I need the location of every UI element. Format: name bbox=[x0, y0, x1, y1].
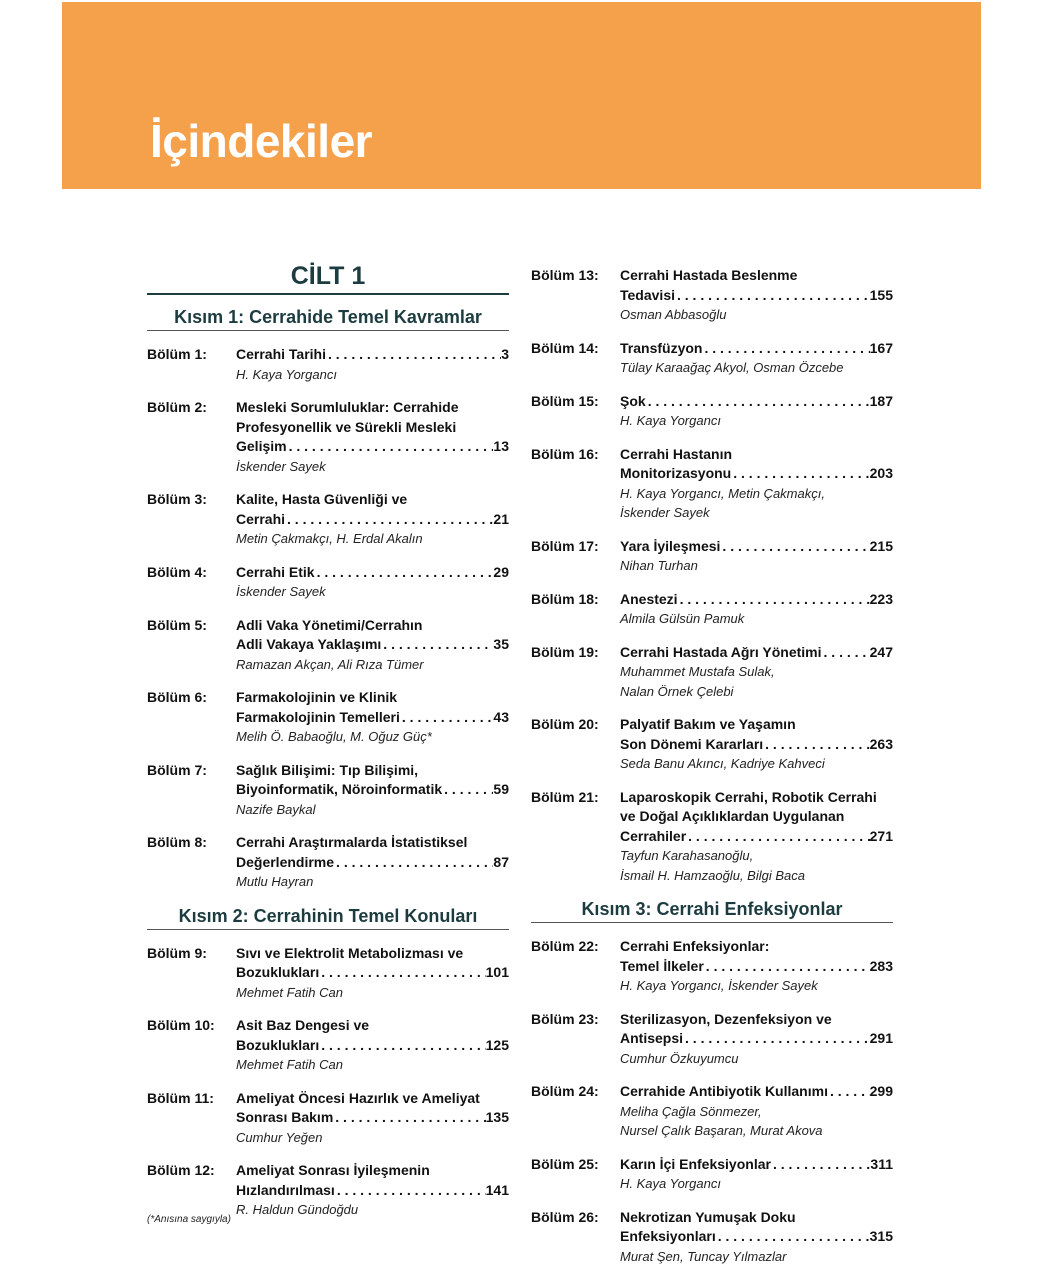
chapter-number: Bölüm 20: bbox=[531, 716, 599, 732]
page-title: İçindekiler bbox=[150, 115, 373, 167]
chapter-number: Bölüm 15: bbox=[531, 392, 599, 409]
chapter-title-row bbox=[620, 1227, 893, 1247]
chapter-authors: İsmail H. Hamzaoğlu, Bilgi Baca bbox=[620, 867, 805, 883]
toc-entry bbox=[531, 339, 893, 378]
chapter-details bbox=[620, 445, 893, 523]
dot-leader bbox=[731, 464, 869, 484]
chapter-authors: Tülay Karaağaç Akyol, Osman Özcebe bbox=[620, 360, 844, 375]
dot-leader bbox=[646, 392, 870, 412]
chapter-title-line: Adli Vaka Yönetimi/Cerrahın bbox=[236, 616, 423, 633]
chapter-details bbox=[236, 490, 509, 549]
page-number: 263 bbox=[869, 735, 893, 752]
chapter-number: Bölüm 8: bbox=[147, 834, 207, 850]
part-title: Kısım 1: Cerrahide Temel Kavramlar bbox=[147, 307, 509, 331]
toc-entry bbox=[531, 715, 893, 774]
dot-leader bbox=[287, 437, 494, 457]
dot-leader bbox=[381, 635, 493, 655]
chapter-title-row bbox=[236, 1036, 509, 1056]
chapter-details bbox=[236, 616, 509, 675]
chapter-title-row bbox=[620, 537, 893, 557]
chapter-title-line: Cerrahi Tarihi bbox=[236, 346, 326, 362]
chapter-title-row bbox=[236, 708, 509, 728]
chapter-details bbox=[236, 761, 509, 820]
page-number: 87 bbox=[493, 853, 509, 870]
chapter-details bbox=[620, 537, 893, 576]
dot-leader bbox=[319, 963, 485, 983]
chapter-authors: Nalan Örnek Çelebi bbox=[620, 683, 734, 699]
page-number: 271 bbox=[869, 827, 893, 844]
chapter-authors: İskender Sayek bbox=[620, 505, 710, 520]
dot-leader bbox=[686, 827, 869, 847]
toc-entry bbox=[531, 643, 893, 702]
dot-leader bbox=[285, 510, 493, 530]
chapter-number: Bölüm 13: bbox=[531, 267, 599, 283]
page-number: 3 bbox=[501, 346, 509, 362]
toc-entry bbox=[147, 761, 509, 820]
toc-entry bbox=[531, 788, 893, 886]
chapter-title-line: Cerrahi Hastada Beslenme bbox=[620, 267, 798, 283]
chapter-title-line: Bozuklukları bbox=[236, 964, 320, 980]
page-number: 283 bbox=[869, 957, 893, 974]
chapter-authors: H. Kaya Yorgancı, Metin Çakmakçı, bbox=[620, 485, 825, 501]
chapter-title-line: Enfeksiyonları bbox=[620, 1228, 716, 1244]
chapter-title-row bbox=[236, 510, 509, 530]
page-number: 21 bbox=[493, 510, 509, 527]
chapter-number: Bölüm 21: bbox=[531, 788, 599, 805]
chapter-title-line: Kalite, Hasta Güvenliği ve bbox=[236, 491, 408, 507]
chapter-title-line: Transfüzyon bbox=[620, 339, 703, 356]
page-number: 141 bbox=[485, 1181, 509, 1198]
chapter-title-line: Hızlandırılması bbox=[236, 1181, 335, 1198]
chapter-title-row bbox=[236, 1181, 509, 1201]
chapter-title-line: Mesleki Sorumluluklar: Cerrahide bbox=[236, 399, 459, 415]
chapter-number: Bölüm 17: bbox=[531, 537, 599, 554]
page-number: 291 bbox=[869, 1030, 893, 1046]
dot-leader bbox=[326, 345, 501, 365]
page-number: 215 bbox=[869, 537, 893, 554]
chapter-authors: Mehmet Fatih Can bbox=[236, 984, 343, 1000]
chapter-title-line: Gelişim bbox=[236, 438, 287, 454]
page-number: 101 bbox=[485, 964, 509, 980]
chapter-title-row bbox=[620, 464, 893, 484]
chapter-details bbox=[236, 563, 509, 602]
chapter-authors: Metin Çakmakçı, H. Erdal Akalın bbox=[236, 531, 423, 546]
chapter-title-row bbox=[620, 392, 893, 412]
toc-entry bbox=[147, 345, 509, 384]
chapter-title-line: Cerrahi Enfeksiyonlar: bbox=[620, 938, 770, 954]
toc-entry bbox=[147, 833, 509, 892]
chapter-details bbox=[620, 1082, 893, 1141]
chapter-title-line: Cerrahi bbox=[236, 510, 286, 527]
chapter-title-row bbox=[620, 1155, 893, 1175]
chapter-title-line: Karın İçi Enfeksiyonlar bbox=[620, 1155, 771, 1172]
chapter-title-line: Sıvı ve Elektrolit Metabolizması ve bbox=[236, 944, 464, 961]
dot-leader bbox=[704, 957, 870, 977]
chapter-authors: Seda Banu Akıncı, Kadriye Kahveci bbox=[620, 756, 825, 771]
chapter-authors: Nihan Turhan bbox=[620, 558, 698, 573]
chapter-title-line: Asit Baz Dengesi ve bbox=[236, 1017, 370, 1033]
page-number: 35 bbox=[493, 636, 509, 652]
volume-title: CİLT 1 bbox=[147, 262, 509, 295]
chapter-title-line: Profesyonellik ve Sürekli Mesleki bbox=[236, 418, 457, 435]
footnote: (*Anısına saygıyla) bbox=[147, 1214, 231, 1225]
chapter-details bbox=[620, 590, 893, 629]
chapter-title-row bbox=[620, 957, 893, 977]
chapter-title-row bbox=[620, 827, 893, 847]
chapter-authors: Almila Gülsün Pamuk bbox=[620, 611, 745, 626]
chapter-number: Bölüm 22: bbox=[531, 938, 599, 954]
chapter-authors: Meliha Çağla Sönmezer, bbox=[620, 1103, 762, 1119]
chapter-title-row bbox=[620, 735, 893, 755]
chapter-details bbox=[620, 1155, 893, 1194]
dot-leader bbox=[683, 1029, 870, 1049]
page-number: 43 bbox=[493, 708, 509, 725]
toc-entry bbox=[531, 1155, 893, 1194]
chapter-title-line: Sonrası Bakım bbox=[236, 1109, 334, 1125]
chapter-authors: H. Kaya Yorgancı bbox=[236, 366, 337, 382]
chapter-title-line: Cerrahide Antibiyotik Kullanımı bbox=[620, 1083, 828, 1099]
chapter-title-line: Cerrahi Araştırmalarda İstatistiksel bbox=[236, 834, 468, 850]
chapter-title-row bbox=[236, 635, 509, 655]
dot-leader bbox=[702, 339, 869, 359]
toc-entry bbox=[147, 563, 509, 602]
chapter-group bbox=[531, 937, 893, 1266]
chapter-authors: İskender Sayek bbox=[236, 458, 326, 474]
toc-entry bbox=[531, 590, 893, 629]
page-number: 203 bbox=[869, 465, 893, 481]
chapter-title-line: Monitorizasyonu bbox=[620, 465, 732, 481]
chapter-title-line: Sterilizasyon, Dezenfeksiyon ve bbox=[620, 1010, 832, 1027]
chapter-number: Bölüm 24: bbox=[531, 1083, 599, 1099]
chapter-number: Bölüm 6: bbox=[147, 689, 207, 705]
chapter-authors: Mehmet Fatih Can bbox=[236, 1057, 343, 1072]
chapter-authors: Muhammet Mustafa Sulak, bbox=[620, 664, 775, 679]
chapter-title-line: ve Doğal Açıklıklardan Uygulanan bbox=[620, 808, 845, 824]
chapter-authors: Osman Abbasoğlu bbox=[620, 307, 727, 322]
toc-column-left bbox=[147, 262, 509, 1234]
chapter-title-line: Yara İyileşmesi bbox=[620, 537, 721, 554]
toc-entry bbox=[531, 1010, 893, 1069]
toc-entry bbox=[147, 398, 509, 476]
chapter-title-row bbox=[236, 853, 509, 873]
page-number: 247 bbox=[869, 643, 893, 660]
chapter-title-line: Değerlendirme bbox=[236, 853, 335, 870]
toc-entry bbox=[147, 1161, 509, 1220]
chapter-details bbox=[620, 266, 893, 325]
chapter-title-row bbox=[620, 1029, 893, 1049]
chapter-group bbox=[531, 266, 893, 885]
dot-leader bbox=[716, 1227, 870, 1247]
chapter-details bbox=[620, 715, 893, 774]
toc-entry bbox=[531, 266, 893, 325]
chapter-title-row bbox=[620, 590, 893, 610]
chapter-title-line: Cerrahi Hastanın bbox=[620, 445, 733, 462]
chapter-number: Bölüm 19: bbox=[531, 643, 599, 660]
chapter-title-row bbox=[236, 1108, 509, 1128]
toc-entry bbox=[147, 1089, 509, 1148]
chapter-number: Bölüm 3: bbox=[147, 491, 207, 507]
chapter-title-line: Anestezi bbox=[620, 590, 678, 607]
toc-entry bbox=[147, 616, 509, 675]
chapter-authors: H. Kaya Yorgancı, İskender Sayek bbox=[620, 978, 818, 993]
chapter-title-row bbox=[236, 345, 509, 365]
chapter-title-row bbox=[236, 780, 509, 800]
chapter-number: Bölüm 9: bbox=[147, 944, 207, 961]
chapter-title-line: Cerrahiler bbox=[620, 827, 687, 844]
page-number: 311 bbox=[870, 1155, 893, 1172]
page-number: 125 bbox=[485, 1036, 509, 1053]
chapter-number: Bölüm 7: bbox=[147, 761, 207, 778]
dot-leader bbox=[678, 590, 870, 610]
chapter-title-row bbox=[620, 339, 893, 359]
chapter-title-line: Son Dönemi Kararları bbox=[620, 735, 764, 752]
part-title: Kısım 3: Cerrahi Enfeksiyonlar bbox=[531, 899, 893, 923]
chapter-authors: Cumhur Yeğen bbox=[236, 1129, 323, 1145]
header-banner bbox=[62, 2, 981, 189]
toc-entry bbox=[531, 445, 893, 523]
chapter-details bbox=[236, 345, 509, 384]
page-number: 13 bbox=[493, 438, 509, 454]
chapter-title-line: Şok bbox=[620, 392, 646, 409]
part-title: Kısım 2: Cerrahinin Temel Konuları bbox=[147, 906, 509, 930]
chapter-title-line: Farmakolojinin Temelleri bbox=[236, 708, 400, 725]
chapter-authors: Melih Ö. Babaoğlu, M. Oğuz Güç* bbox=[236, 729, 432, 744]
chapter-number: Bölüm 23: bbox=[531, 1010, 599, 1027]
page-number: 299 bbox=[869, 1083, 893, 1099]
page-number: 59 bbox=[493, 781, 509, 797]
dot-leader bbox=[720, 537, 869, 557]
chapter-title-row bbox=[236, 563, 509, 583]
chapter-authors: Nazife Baykal bbox=[236, 801, 316, 817]
chapter-details bbox=[236, 1161, 509, 1220]
chapter-number: Bölüm 14: bbox=[531, 339, 599, 356]
chapter-title-line: Adli Vakaya Yaklaşımı bbox=[236, 636, 382, 652]
chapter-details bbox=[620, 788, 893, 886]
chapter-group bbox=[147, 944, 509, 1220]
chapter-authors: H. Kaya Yorgancı bbox=[620, 413, 721, 428]
toc-entry bbox=[531, 1208, 893, 1267]
chapter-details bbox=[236, 1089, 509, 1148]
chapter-title-line: Antisepsi bbox=[620, 1030, 684, 1046]
dot-leader bbox=[335, 1181, 486, 1201]
chapter-authors: Tayfun Karahasanoğlu, bbox=[620, 848, 754, 863]
dot-leader bbox=[400, 708, 494, 728]
chapter-details bbox=[236, 398, 509, 476]
dot-leader bbox=[319, 1036, 485, 1056]
chapter-authors: İskender Sayek bbox=[236, 584, 326, 599]
chapter-number: Bölüm 2: bbox=[147, 399, 207, 415]
page-number: 135 bbox=[485, 1109, 509, 1125]
toc-entry bbox=[147, 944, 509, 1003]
chapter-number: Bölüm 1: bbox=[147, 346, 207, 362]
chapter-title-row bbox=[620, 1082, 893, 1102]
chapter-title-line: Bozuklukları bbox=[236, 1036, 320, 1053]
chapter-number: Bölüm 11: bbox=[147, 1089, 214, 1106]
page-number: 29 bbox=[493, 563, 509, 580]
chapter-number: Bölüm 4: bbox=[147, 563, 207, 580]
dot-leader bbox=[334, 853, 493, 873]
chapter-details bbox=[620, 392, 893, 431]
page-number: 167 bbox=[869, 339, 893, 356]
chapter-details bbox=[236, 944, 509, 1003]
chapter-title-line: Ameliyat Sonrası İyileşmenin bbox=[236, 1162, 430, 1178]
chapter-authors: Mutlu Hayran bbox=[236, 874, 314, 889]
toc-entry bbox=[147, 1016, 509, 1075]
dot-leader bbox=[675, 286, 870, 306]
chapter-title-line: Cerrahi Etik bbox=[236, 563, 315, 580]
chapter-number: Bölüm 5: bbox=[147, 616, 207, 633]
chapter-title-line: Palyatif Bakım ve Yaşamın bbox=[620, 716, 796, 732]
chapter-authors: Murat Şen, Tuncay Yılmazlar bbox=[620, 1248, 787, 1264]
chapter-title-line: Laparoskopik Cerrahi, Robotik Cerrahi bbox=[620, 788, 877, 805]
chapter-title-line: Temel İlkeler bbox=[620, 957, 704, 974]
dot-leader bbox=[828, 1082, 870, 1102]
chapter-authors: H. Kaya Yorgancı bbox=[620, 1176, 721, 1191]
chapter-details bbox=[236, 833, 509, 892]
page-number: 155 bbox=[869, 286, 893, 303]
chapter-details bbox=[620, 1010, 893, 1069]
chapter-title-row bbox=[236, 963, 509, 983]
dot-leader bbox=[822, 643, 870, 663]
chapter-title-row bbox=[620, 643, 893, 663]
chapter-title-row bbox=[620, 286, 893, 306]
chapter-authors: R. Haldun Gündoğdu bbox=[236, 1202, 359, 1217]
dot-leader bbox=[763, 735, 869, 755]
chapter-title-line: Ameliyat Öncesi Hazırlık ve Ameliyat bbox=[236, 1089, 480, 1106]
toc-entry bbox=[147, 688, 509, 747]
dot-leader bbox=[771, 1155, 870, 1175]
chapter-title-line: Cerrahi Hastada Ağrı Yönetimi bbox=[620, 643, 822, 660]
chapter-number: Bölüm 16: bbox=[531, 445, 599, 462]
chapter-number: Bölüm 12: bbox=[147, 1162, 215, 1178]
chapter-authors: Ramazan Akçan, Ali Rıza Tümer bbox=[236, 656, 424, 672]
page-number: 223 bbox=[869, 590, 893, 607]
dot-leader bbox=[315, 563, 494, 583]
chapter-details bbox=[620, 1208, 893, 1267]
chapter-details bbox=[620, 937, 893, 996]
chapter-title-line: Sağlık Bilişimi: Tıp Bilişimi, bbox=[236, 761, 419, 778]
toc-entry bbox=[531, 392, 893, 431]
chapter-authors: Cumhur Özkuyumcu bbox=[620, 1050, 739, 1066]
chapter-number: Bölüm 26: bbox=[531, 1208, 599, 1225]
chapter-number: Bölüm 18: bbox=[531, 590, 599, 607]
toc-entry bbox=[531, 537, 893, 576]
chapter-authors: Nursel Çalık Başaran, Murat Akova bbox=[620, 1123, 823, 1138]
chapter-number: Bölüm 25: bbox=[531, 1155, 599, 1172]
page-number: 187 bbox=[869, 392, 893, 409]
toc-column-right bbox=[531, 266, 893, 1280]
chapter-title-line: Tedavisi bbox=[620, 286, 675, 303]
toc-entry bbox=[147, 490, 509, 549]
chapter-number: Bölüm 10: bbox=[147, 1017, 215, 1033]
toc-entry bbox=[531, 1082, 893, 1141]
chapter-details bbox=[236, 688, 509, 747]
chapter-group bbox=[147, 345, 509, 892]
chapter-details bbox=[620, 339, 893, 378]
dot-leader bbox=[442, 780, 493, 800]
dot-leader bbox=[333, 1108, 485, 1128]
toc-entry bbox=[531, 937, 893, 996]
chapter-title-row bbox=[236, 437, 509, 457]
chapter-details bbox=[236, 1016, 509, 1075]
chapter-title-line: Nekrotizan Yumuşak Doku bbox=[620, 1208, 796, 1225]
chapter-details bbox=[620, 643, 893, 702]
page-number: 315 bbox=[869, 1228, 893, 1244]
chapter-title-line: Farmakolojinin ve Klinik bbox=[236, 689, 398, 705]
chapter-title-line: Biyoinformatik, Nöroinformatik bbox=[236, 781, 443, 797]
